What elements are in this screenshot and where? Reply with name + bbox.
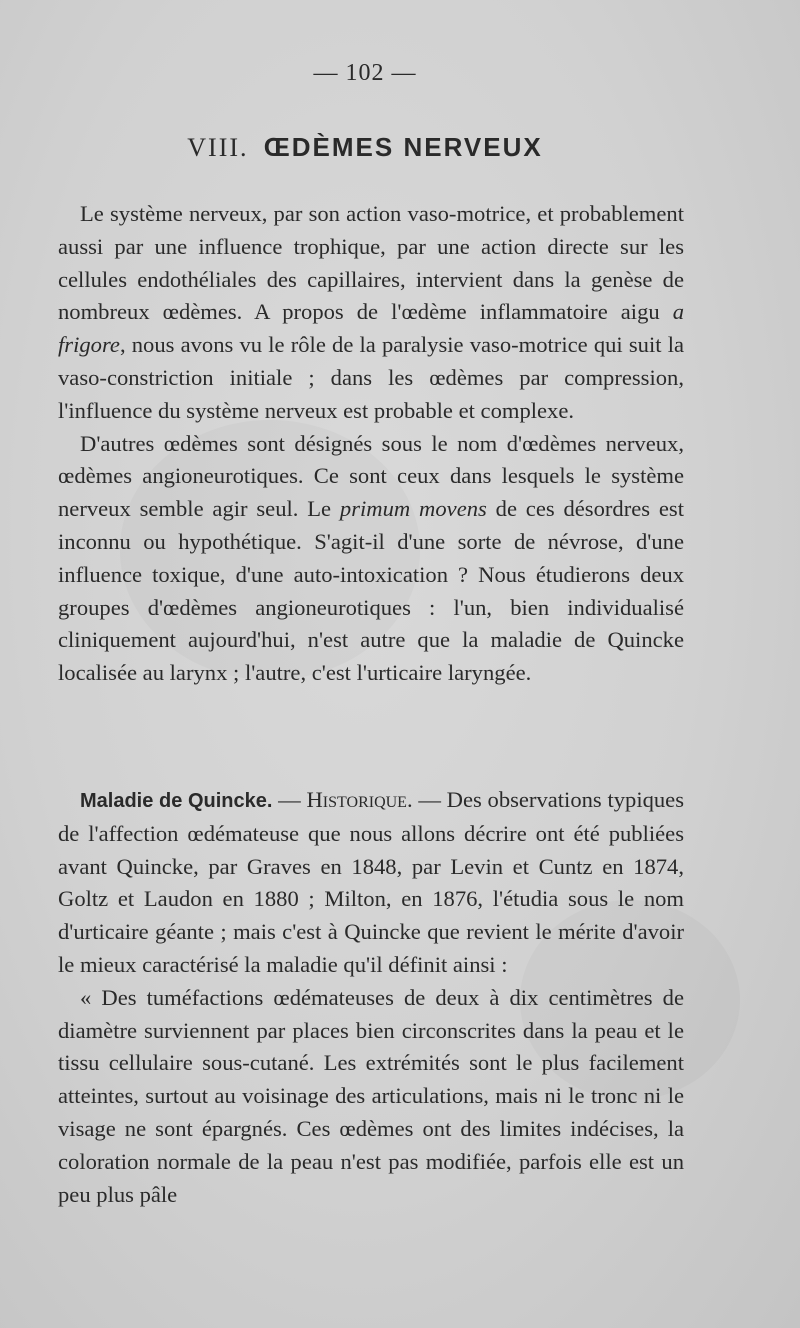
quincke-paragraph-1 [58, 784, 684, 982]
intro-p2-italic: primum movens [339, 496, 487, 522]
quincke-p1-text: Des observations typiques de l'affection œdémateuse que nous allons décrire ont été publiées avant Quincke, par Graves en 1848, par Levin et Cuntz en 1874, Goltz et Laudon en 1880 ; Milton, en 1876, l'étudia sous le nom d'urticaire géante ; mais c'est à Quincke que revient le mérite d'avoir le mieux caractérisé la maladie qu'il définit ainsi : [58, 787, 685, 977]
chapter-title-text: ŒDÈMES NERVEUX [263, 132, 543, 162]
section-heading: Maladie de Quincke. [80, 790, 273, 812]
intro-p1-text: Le système nerveux, par son action vaso-motrice, et probablement aussi par une influence trophique, par une action directe sur les cellules endothéliales des capillaires, intervient dans la genèse de nombreux œdèmes. A propos de l'œdème inflammatoire aigu [58, 201, 684, 325]
intro-paragraph-2 [58, 428, 684, 690]
quincke-section [58, 784, 684, 1211]
intro-p1-end: , nous avons vu le rôle de la paralysie vaso-motrice qui suit la vaso-constriction initiale ; dans les œdèmes par compression, l'influence du système nerveux est probable et complexe. [58, 332, 684, 423]
heading-dash-2: — [412, 787, 447, 812]
intro-section [58, 198, 684, 690]
section-subheading: Historique. [306, 787, 413, 812]
intro-paragraph-1 [58, 198, 684, 428]
heading-dash-1: — [272, 787, 307, 812]
chapter-title [0, 132, 730, 163]
page-number: — 102 — [313, 60, 417, 86]
intro-p2-start: D'autres œdèmes sont désignés sous le nom d'œdèmes nerveux, œdèmes angioneurotiques. Ce sont ceux dans lesquels le système nerveux semble agir seul. Le [58, 430, 684, 522]
intro-p1-italic: a frigore [58, 299, 684, 358]
chapter-numeral: VIII. [187, 133, 249, 162]
intro-p2-end: de ces désordres est inconnu ou hypothétique. S'agit-il d'une sorte de névrose, d'une influence toxique, d'une auto-intoxication ? Nous étudierons deux groupes d'œdèmes angioneurotiques : l'un, bien individualisé cliniquement aujourd'hui, n'est autre que la maladie de Quincke localisée au larynx ; l'autre, c'est l'urticaire laryngée. [58, 496, 684, 686]
quincke-paragraph-2: « Des tuméfactions œdémateuses de deux à dix centimètres de diamètre surviennent par places bien circonscrites dans la peau et le tissu cellulaire sous-cutané. Les extrémités sont le plus facilement atteintes, surtout au voisinage des articulations, mais ni le tronc ni le visage ne sont épargnés. Ces œdèmes ont des limites indécises, la coloration normale de la peau n'est pas modifiée, parfois elle est un peu plus pâle [58, 984, 684, 1207]
